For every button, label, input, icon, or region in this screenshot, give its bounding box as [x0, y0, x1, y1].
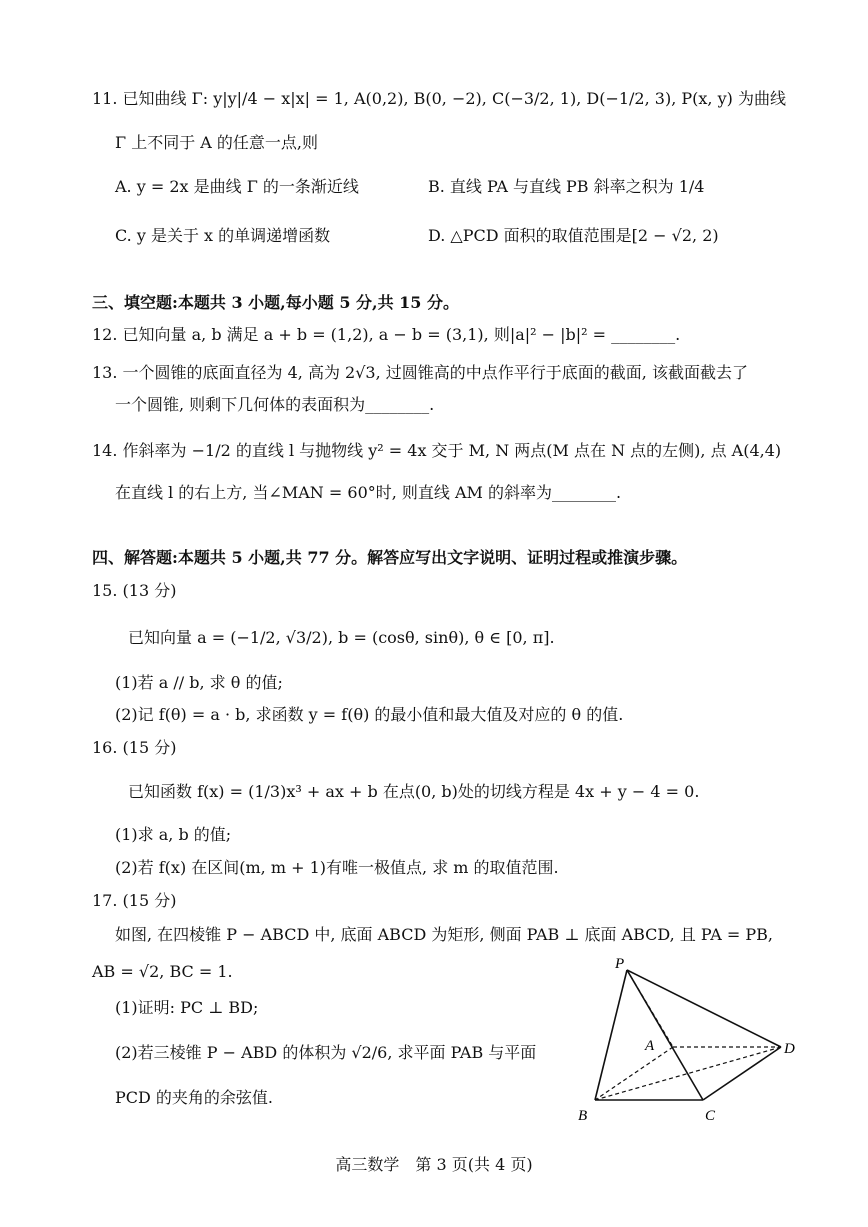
pyramid-figure: [575, 950, 800, 1125]
q13-line2: 一个圆锥, 则剩下几何体的表面积为________.: [115, 395, 435, 414]
q14-line2: 在直线 l 的右上方, 当∠MAN = 60°时, 则直线 AM 的斜率为________.: [115, 483, 622, 502]
label-C: C: [705, 1108, 716, 1124]
q16-heading: 16. (15 分): [92, 738, 177, 757]
label-B: B: [578, 1108, 588, 1124]
page-footer: 高三数学 第 3 页(共 4 页): [335, 1155, 533, 1174]
edge-PB: [595, 970, 627, 1100]
q17-part2-cont: PCD 的夹角的余弦值.: [115, 1088, 274, 1107]
q17-heading: 17. (15 分): [92, 891, 177, 910]
q11-stem-line2: Γ 上不同于 A 的任意一点,则: [115, 133, 319, 152]
label-D: D: [784, 1041, 795, 1057]
q17-part1: (1)证明: PC ⊥ BD;: [115, 998, 259, 1017]
q14-line1: 14. 作斜率为 −1/2 的直线 l 与抛物线 y² = 4x 交于 M, N 两点(M 点在 N 点的左侧), 点 A(4,4): [92, 441, 782, 460]
q17-line1: 如图, 在四棱锥 P − ABCD 中, 底面 ABCD 为矩形, 侧面 PAB ⊥ 底面 ABCD, 且 PA = PB,: [115, 925, 773, 944]
q17-part2: (2)若三棱锥 P − ABD 的体积为 √2/6, 求平面 PAB 与平面: [115, 1043, 537, 1062]
q12: 12. 已知向量 a, b 满足 a + b = (1,2), a − b = (3,1), 则|a|² − |b|² = ________.: [92, 325, 681, 344]
q15-part2: (2)记 f(θ) = a · b, 求函数 y = f(θ) 的最小值和最大值及对应的 θ 的值.: [115, 705, 624, 724]
section3-heading: 三、填空题:本题共 3 小题,每小题 5 分,共 15 分。: [92, 293, 460, 312]
q16-part1: (1)求 a, b 的值;: [115, 825, 232, 844]
q15-line1: 已知向量 a = (−1/2, √3/2), b = (cosθ, sinθ), θ ∈ [0, π].: [128, 628, 555, 647]
q17-line2: AB = √2, BC = 1.: [92, 962, 233, 981]
q11-option-a: A. y = 2x 是曲线 Γ 的一条渐近线: [115, 177, 359, 196]
q15-part1: (1)若 a // b, 求 θ 的值;: [115, 673, 283, 692]
q16-line1: 已知函数 f(x) = (1/3)x³ + ax + b 在点(0, b)处的切线方程是 4x + y − 4 = 0.: [128, 782, 700, 801]
q16-part2: (2)若 f(x) 在区间(m, m + 1)有唯一极值点, 求 m 的取值范围.: [115, 858, 559, 877]
section4-heading: 四、解答题:本题共 5 小题,共 77 分。解答应写出文字说明、证明过程或推演步骤。: [92, 548, 688, 567]
label-A: A: [645, 1038, 655, 1054]
q11-option-c: C. y 是关于 x 的单调递增函数: [115, 226, 331, 245]
edge-CD: [703, 1047, 781, 1100]
label-P: P: [615, 956, 625, 972]
q13-line1: 13. 一个圆锥的底面直径为 4, 高为 2√3, 过圆锥高的中点作平行于底面的截面, 该截面截去了: [92, 363, 748, 382]
q15-heading: 15. (13 分): [92, 581, 177, 600]
q11-stem-line1: 11. 已知曲线 Γ: y|y|/4 − x|x| = 1, A(0,2), B(0, −2), C(−3/2, 1), D(−1/2, 3), P(x, y) 为曲线: [92, 89, 786, 108]
q11-option-d: D. △PCD 面积的取值范围是[2 − √2, 2): [428, 226, 719, 245]
q11-option-b: B. 直线 PA 与直线 PB 斜率之积为 1/4: [428, 177, 705, 196]
